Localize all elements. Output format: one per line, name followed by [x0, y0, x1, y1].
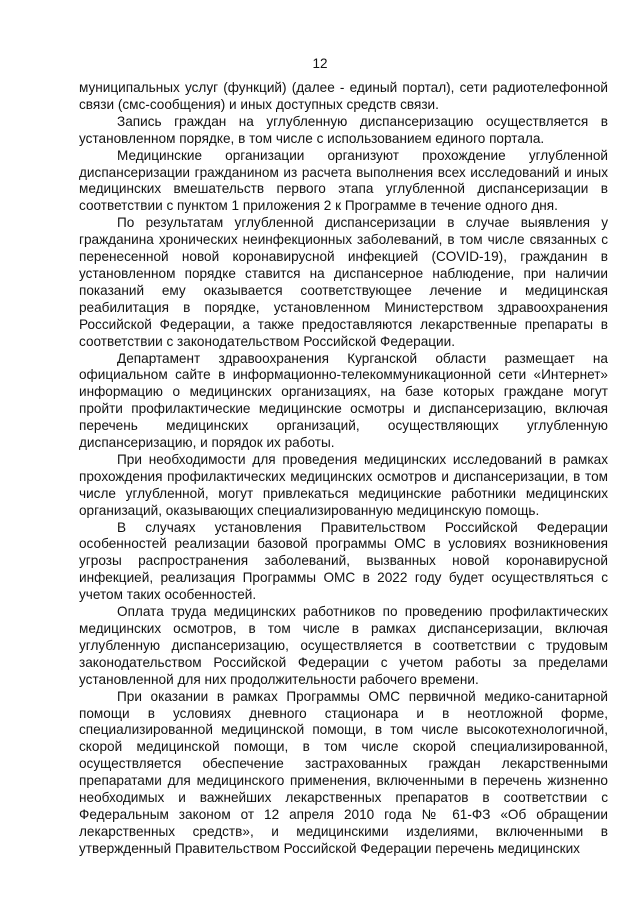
paragraph-government-specifics: В случаях установления Правительством Российской Федерации особенностей реализации базовой программы ОМС в условиях возникновения угрозы распространения заболеваний, вызванных новой коронавирусной инфекцией, реализация Программы ОМС в 2022 году будет осуществляться с учетом таких особенностей. [79, 519, 608, 603]
paragraph-medication-provision: При оказании в рамках Программы ОМС первичной медико-санитарной помощи в условиях дневного стационара и в неотложной форме, специализированной медицинской помощи, в том числе высокотехнологичной, скорой медицинской помощи, в том числе скорой специализированной, осуществляется обеспечение застрахованных граждан лекарственными препаратами для медицинского применения, включенными в перечень жизненно необходимых и важнейших лекарственных препаратов в соответствии с Федеральным законом от 12 апреля 2010 года № 61-ФЗ «Об обращении лекарственных средств», и медицинскими изделиями, включенными в утвержденный Правительством Российской Федерации перечень медицинских [79, 688, 608, 856]
paragraph-department-website: Департамент здравоохранения Курганской области размещает на официальном сайте в информационно-телекоммуникационной сети «Интернет» информацию о медицинских организациях, на базе которых граждане могут пройти профилактические медицинские осмотры и диспансеризацию, включая перечень медицинских организаций, осуществляющих углубленную диспансеризацию, и порядок их работы. [79, 350, 608, 451]
document-body [79, 80, 608, 858]
paragraph-portal-continuation: муниципальных услуг (функций) (далее - единый портал), сети радиотелефонной связи (смс-сообщения) и иных доступных средств связи. [79, 80, 608, 112]
paragraph-enrollment: Запись граждан на углубленную диспансеризацию осуществляется в установленном порядке, в том числе с использованием единого портала. [79, 113, 608, 146]
paragraph-specialist-involvement: При необходимости для проведения медицинских исследований в рамках прохождения профилактических медицинских осмотров и диспансеризации, в том числе углубленной, могут привлекаться медицинские работники медицинских организаций, оказывающих специализированную медицинскую помощь. [79, 451, 608, 518]
paragraph-one-day-examination: Медицинские организации организуют прохождение углубленной диспансеризации гражданином из расчета выполнения всех исследований и иных медицинских вмешательств первого этапа углубленной диспансеризации в соответствии с пунктом 1 приложения 2 к Программе в течение одного дня. [79, 147, 608, 214]
paragraph-results-followup: По результатам углубленной диспансеризации в случае выявления у гражданина хронических неинфекционных заболеваний, в том числе связанных с перенесенной новой коронавирусной инфекцией (COVID-19), гражданин в установленном порядке ставится на диспансерное наблюдение, при наличии показаний ему оказывается соответствующее лечение и медицинская реабилитация в порядке, установленном Министерством здравоохранения Российской Федерации, а также предоставляются лекарственные препараты в соответствии с законодательством Российской Федерации. [79, 215, 608, 349]
page-number: 12 [312, 56, 328, 71]
paragraph-labor-payment: Оплата труда медицинских работников по проведению профилактических медицинских осмотров, в том числе в рамках диспансеризации, включая углубленную диспансеризацию, осуществляется в соответствии с трудовым законодательством Российской Федерации с учетом работы за пределами установленной для них продолжительности рабочего времени. [79, 604, 608, 687]
